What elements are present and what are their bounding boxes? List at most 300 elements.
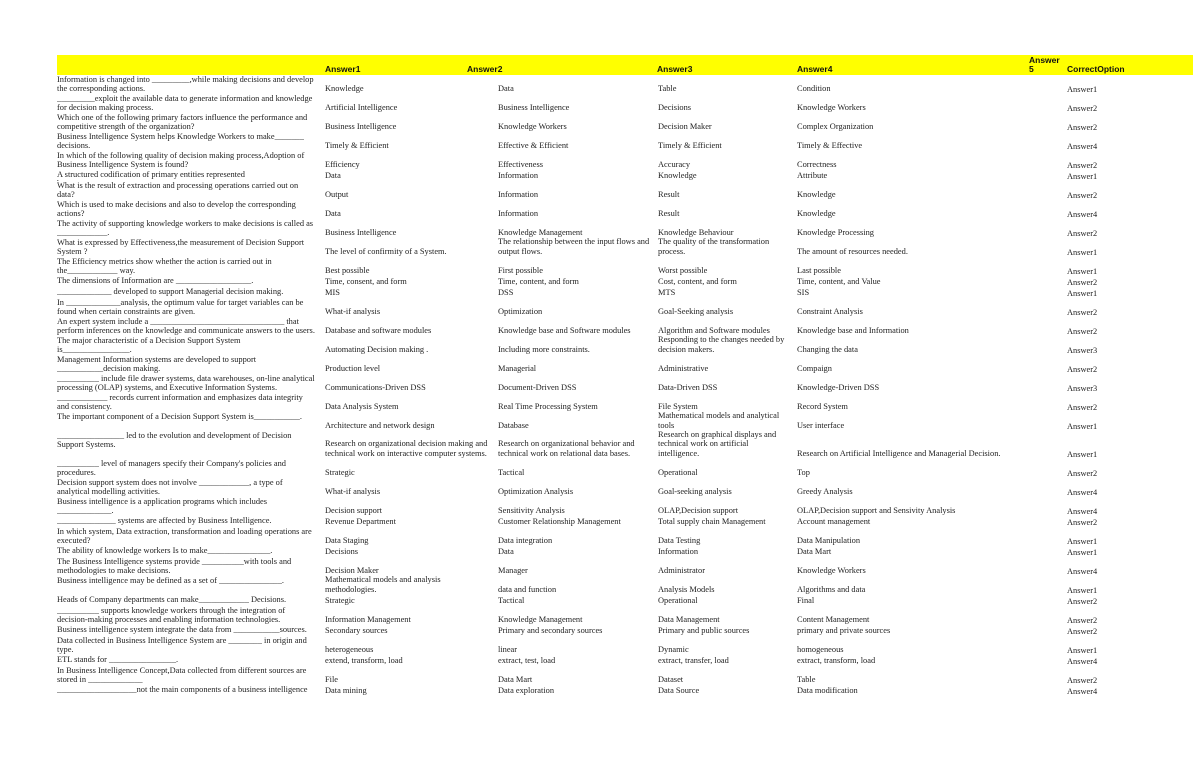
question-cell[interactable]: [57, 685, 315, 696]
answer2-cell[interactable]: [498, 219, 650, 238]
answer3-cell[interactable]: [658, 516, 790, 527]
answer1-cell[interactable]: [325, 181, 490, 200]
answer2-cell[interactable]: [498, 516, 650, 527]
correct-option-cell[interactable]: [1067, 355, 1157, 374]
correct-option-cell[interactable]: [1067, 516, 1157, 527]
answer2-cell[interactable]: [498, 497, 650, 516]
table-row: [57, 238, 1193, 257]
answer3-cell[interactable]: [658, 317, 790, 336]
question-cell[interactable]: [57, 75, 315, 94]
header-answer3[interactable]: Answer3: [657, 64, 693, 74]
answer2-cell-text: Data: [498, 546, 514, 556]
correct-option-cell[interactable]: [1067, 200, 1157, 219]
question-cell-text: The ability of knowledge workers Is to make_______________.: [57, 546, 273, 555]
answer3-cell-text: File System: [658, 401, 698, 411]
question-cell[interactable]: [57, 170, 315, 181]
question-cell[interactable]: [57, 666, 315, 685]
answer4-cell[interactable]: [797, 606, 1017, 625]
question-cell[interactable]: [57, 151, 315, 170]
answer3-cell[interactable]: [658, 666, 790, 685]
answer2-cell[interactable]: [498, 257, 650, 276]
answer3-cell[interactable]: [658, 219, 790, 238]
question-cell[interactable]: [57, 459, 315, 478]
answer1-cell[interactable]: [325, 595, 490, 606]
table-row: [57, 336, 1193, 355]
answer2-cell[interactable]: [498, 132, 650, 151]
answer1-cell[interactable]: [325, 685, 490, 696]
question-cell[interactable]: [57, 478, 315, 497]
answer4-cell-text: Knowledge: [797, 189, 836, 199]
correct-option-cell[interactable]: [1067, 625, 1157, 636]
question-cell-text: The major characteristic of a Decision Support System is________________.: [57, 336, 241, 355]
answer4-cell[interactable]: [797, 516, 1017, 527]
answer1-cell[interactable]: [325, 298, 490, 317]
answer3-cell[interactable]: [658, 181, 790, 200]
answer1-cell[interactable]: [325, 636, 490, 655]
answer3-cell[interactable]: [658, 636, 790, 655]
answer4-cell[interactable]: [797, 317, 1017, 336]
answer4-cell-text: Top: [797, 467, 810, 477]
answer4-cell[interactable]: [797, 298, 1017, 317]
correct-option-cell-text: Answer1: [1067, 421, 1098, 431]
answer3-cell[interactable]: [658, 527, 790, 546]
correct-option-cell-text: Answer1: [1067, 449, 1098, 459]
answer1-cell-text: Best possible: [325, 265, 370, 275]
answer4-cell[interactable]: [797, 595, 1017, 606]
correct-option-cell[interactable]: [1067, 459, 1157, 478]
answer4-cell[interactable]: [797, 132, 1017, 151]
correct-option-cell[interactable]: [1067, 497, 1157, 516]
question-cell-text: In which of the following quality of decision making process,Adoption of Business Intelligence System is found?: [57, 151, 305, 170]
question-cell[interactable]: [57, 355, 315, 374]
answer3-cell[interactable]: [658, 431, 790, 459]
answer3-cell[interactable]: [658, 336, 790, 355]
answer4-cell[interactable]: [797, 257, 1017, 276]
question-cell[interactable]: [57, 516, 315, 527]
question-cell[interactable]: [57, 576, 315, 595]
correct-option-cell[interactable]: [1067, 181, 1157, 200]
answer2-cell[interactable]: [498, 181, 650, 200]
answer3-cell-text: Administrative: [658, 363, 709, 373]
correct-option-cell[interactable]: [1067, 393, 1157, 412]
correct-option-cell[interactable]: [1067, 431, 1157, 459]
correct-option-cell[interactable]: [1067, 685, 1157, 696]
answer3-cell[interactable]: [658, 497, 790, 516]
table-row: [57, 666, 1193, 685]
correct-option-cell[interactable]: [1067, 478, 1157, 497]
header-answer2[interactable]: Answer2: [467, 64, 503, 74]
answer2-cell[interactable]: [498, 527, 650, 546]
question-cell[interactable]: [57, 546, 315, 557]
correct-option-cell[interactable]: [1067, 576, 1157, 595]
answer4-cell[interactable]: [797, 478, 1017, 497]
question-cell[interactable]: [57, 336, 315, 355]
question-cell[interactable]: [57, 317, 315, 336]
answer4-cell-text: Correctness: [797, 159, 837, 169]
answer3-cell[interactable]: [658, 238, 790, 257]
correct-option-cell-text: Answer2: [1067, 468, 1098, 478]
answer4-cell[interactable]: [797, 219, 1017, 238]
answer2-cell[interactable]: [498, 595, 650, 606]
answer4-cell[interactable]: [797, 287, 1017, 298]
question-cell[interactable]: [57, 298, 315, 317]
answer4-cell[interactable]: [797, 636, 1017, 655]
correct-option-cell[interactable]: [1067, 113, 1157, 132]
answer1-cell[interactable]: [325, 459, 490, 478]
correct-option-cell[interactable]: [1067, 170, 1157, 181]
answer4-cell-text: Last possible: [797, 265, 841, 275]
answer1-cell[interactable]: [325, 412, 490, 431]
answer3-cell[interactable]: [658, 606, 790, 625]
answer2-cell[interactable]: [498, 298, 650, 317]
question-cell[interactable]: [57, 497, 315, 516]
correct-option-cell[interactable]: [1067, 636, 1157, 655]
answer2-cell[interactable]: [498, 478, 650, 497]
answer3-cell-text: Operational: [658, 595, 698, 605]
answer2-cell[interactable]: [498, 459, 650, 478]
answer2-cell[interactable]: [498, 317, 650, 336]
answer4-cell[interactable]: [797, 355, 1017, 374]
answer4-cell[interactable]: [797, 336, 1017, 355]
answer3-cell[interactable]: [658, 393, 790, 412]
answer1-cell[interactable]: [325, 200, 490, 219]
answer3-cell[interactable]: [658, 200, 790, 219]
table-row: [57, 170, 1193, 181]
answer3-cell[interactable]: [658, 113, 790, 132]
answer4-cell[interactable]: [797, 576, 1017, 595]
answer4-cell-text: Attribute: [797, 170, 828, 180]
answer3-cell-text: Worst possible: [658, 265, 708, 275]
answer2-cell[interactable]: [498, 546, 650, 557]
answer4-cell-text: extract, transform, load: [797, 655, 876, 665]
answer1-cell[interactable]: [325, 666, 490, 685]
table-body: [57, 75, 1193, 696]
answer3-cell[interactable]: [658, 576, 790, 595]
answer3-cell[interactable]: [658, 151, 790, 170]
answer1-cell[interactable]: [325, 219, 490, 238]
table-row: [57, 287, 1193, 298]
answer2-cell[interactable]: [498, 412, 650, 431]
answer4-cell[interactable]: [797, 655, 1017, 666]
question-cell[interactable]: [57, 595, 315, 606]
answer1-cell[interactable]: [325, 497, 490, 516]
answer2-cell[interactable]: [498, 685, 650, 696]
answer3-cell[interactable]: [658, 459, 790, 478]
answer3-cell[interactable]: [658, 595, 790, 606]
answer1-cell-text: Database and software modules: [325, 325, 432, 335]
question-cell[interactable]: [57, 655, 315, 666]
answer3-cell[interactable]: [658, 374, 790, 393]
answer2-cell-text: Customer Relationship Management: [498, 516, 621, 526]
answer2-cell[interactable]: [498, 276, 650, 287]
answer4-cell[interactable]: [797, 151, 1017, 170]
answer1-cell[interactable]: [325, 527, 490, 546]
question-cell[interactable]: [57, 431, 315, 459]
header-answer1[interactable]: Answer1: [325, 64, 361, 74]
correct-option-cell[interactable]: [1067, 276, 1157, 287]
question-cell[interactable]: [57, 181, 315, 200]
answer1-cell[interactable]: [325, 287, 490, 298]
table-row: [57, 132, 1193, 151]
question-cell[interactable]: [57, 257, 315, 276]
answer2-cell-text: Knowledge base and Software modules: [498, 325, 631, 335]
correct-option-cell[interactable]: [1067, 132, 1157, 151]
answer1-cell[interactable]: [325, 132, 490, 151]
answer3-cell-text: Data Management: [658, 614, 720, 624]
question-cell[interactable]: [57, 636, 315, 655]
answer4-cell-text: Record System: [797, 401, 848, 411]
answer4-cell[interactable]: [797, 431, 1017, 459]
correct-option-cell[interactable]: [1067, 75, 1157, 94]
answer2-cell[interactable]: [498, 374, 650, 393]
answer1-cell-text: Information Management: [325, 614, 411, 624]
answer4-cell-text: Greedy Analysis: [797, 486, 853, 496]
answer4-cell[interactable]: [797, 181, 1017, 200]
answer3-cell[interactable]: [658, 257, 790, 276]
answer2-cell[interactable]: [498, 336, 650, 355]
table-row: [57, 151, 1193, 170]
answer1-cell[interactable]: [325, 336, 490, 355]
answer1-cell[interactable]: [325, 170, 490, 181]
answer3-cell[interactable]: [658, 287, 790, 298]
answer1-cell[interactable]: [325, 625, 490, 636]
answer2-cell-text: Sensitivity Analysis: [498, 505, 565, 515]
question-cell[interactable]: [57, 132, 315, 151]
correct-option-cell[interactable]: [1067, 317, 1157, 336]
question-cell-text: ___________________not the main components of a business intelligence: [57, 685, 308, 694]
answer2-cell[interactable]: [498, 606, 650, 625]
answer4-cell[interactable]: [797, 393, 1017, 412]
correct-option-cell[interactable]: [1067, 257, 1157, 276]
question-cell[interactable]: [57, 557, 315, 576]
answer2-cell[interactable]: [498, 431, 650, 459]
answer2-cell[interactable]: [498, 393, 650, 412]
answer3-cell[interactable]: [658, 132, 790, 151]
answer4-cell[interactable]: [797, 666, 1017, 685]
answer3-cell[interactable]: [658, 298, 790, 317]
answer4-cell[interactable]: [797, 113, 1017, 132]
answer3-cell-text: Data Source: [658, 685, 700, 695]
answer2-cell-text: extract, test, load: [498, 655, 556, 665]
answer1-cell[interactable]: [325, 238, 490, 257]
answer2-cell[interactable]: [498, 170, 650, 181]
correct-option-cell[interactable]: [1067, 287, 1157, 298]
answer4-cell[interactable]: [797, 412, 1017, 431]
answer2-cell[interactable]: [498, 151, 650, 170]
table-row: [57, 527, 1193, 546]
answer4-cell[interactable]: [797, 200, 1017, 219]
question-cell[interactable]: [57, 374, 315, 393]
question-cell-text: Data collected in Business Intelligence System are ________ in origin and type.: [57, 636, 307, 655]
answer4-cell[interactable]: [797, 557, 1017, 576]
correct-option-cell-text: Answer1: [1067, 84, 1098, 94]
table-row: [57, 636, 1193, 655]
answer2-cell-text: Managerial: [498, 363, 537, 373]
answer1-cell[interactable]: [325, 374, 490, 393]
answer2-cell[interactable]: [498, 200, 650, 219]
correct-option-cell[interactable]: [1067, 595, 1157, 606]
table-row: [57, 298, 1193, 317]
answer3-cell[interactable]: [658, 75, 790, 94]
answer1-cell-text: What-if analysis: [325, 486, 381, 496]
answer3-cell[interactable]: [658, 355, 790, 374]
answer2-cell-text: Effectiveness: [498, 159, 543, 169]
answer1-cell[interactable]: [325, 276, 490, 287]
answer4-cell[interactable]: [797, 459, 1017, 478]
answer3-cell[interactable]: [658, 276, 790, 287]
answer1-cell-text: Output: [325, 189, 349, 199]
answer1-cell[interactable]: [325, 606, 490, 625]
question-cell-text: The Business Intelligence systems provide __________with tools and methodologies to make decisions.: [57, 557, 292, 576]
answer1-cell[interactable]: [325, 546, 490, 557]
answer3-cell[interactable]: [658, 170, 790, 181]
answer1-cell[interactable]: [325, 75, 490, 94]
question-cell[interactable]: [57, 527, 315, 546]
question-cell[interactable]: [57, 94, 315, 113]
answer4-cell[interactable]: [797, 238, 1017, 257]
answer4-cell[interactable]: [797, 546, 1017, 557]
correct-option-cell-text: Answer2: [1067, 626, 1098, 636]
correct-option-cell[interactable]: [1067, 546, 1157, 557]
answer2-cell[interactable]: [498, 557, 650, 576]
correct-option-cell[interactable]: [1067, 298, 1157, 317]
correct-option-cell[interactable]: [1067, 219, 1157, 238]
answer2-cell-text: The relationship between the input flows and output flows.: [498, 238, 650, 256]
answer4-cell-text: The amount of resources needed.: [797, 246, 908, 256]
header-answer4[interactable]: Answer4: [797, 64, 833, 74]
correct-option-cell[interactable]: [1067, 238, 1157, 257]
answer2-cell[interactable]: [498, 113, 650, 132]
answer3-cell[interactable]: [658, 412, 790, 431]
answer4-cell[interactable]: [797, 170, 1017, 181]
answer3-cell-text: Result: [658, 208, 680, 218]
answer2-cell[interactable]: [498, 287, 650, 298]
question-cell-text: In Business Intelligence Concept,Data collected from different sources are stored in _____________: [57, 666, 307, 685]
answer1-cell[interactable]: [325, 94, 490, 113]
answer2-cell[interactable]: [498, 576, 650, 595]
header-answer5[interactable]: Answer: [1029, 55, 1060, 65]
answer4-cell[interactable]: [797, 75, 1017, 94]
answer3-cell[interactable]: [658, 685, 790, 696]
answer2-cell[interactable]: [498, 355, 650, 374]
answer4-cell[interactable]: [797, 625, 1017, 636]
answer4-cell[interactable]: [797, 527, 1017, 546]
question-cell[interactable]: [57, 238, 315, 257]
answer3-cell-text: Analysis Models: [658, 584, 715, 594]
correct-option-cell[interactable]: [1067, 666, 1157, 685]
correct-option-cell-text: Answer1: [1067, 536, 1098, 546]
answer1-cell[interactable]: [325, 151, 490, 170]
question-cell[interactable]: [57, 625, 315, 636]
answer4-cell[interactable]: [797, 374, 1017, 393]
correct-option-cell[interactable]: [1067, 557, 1157, 576]
answer4-cell-text: homogeneous: [797, 644, 844, 654]
correct-option-cell[interactable]: [1067, 655, 1157, 666]
correct-option-cell[interactable]: [1067, 606, 1157, 625]
correct-option-cell[interactable]: [1067, 527, 1157, 546]
question-cell[interactable]: [57, 219, 315, 238]
answer4-cell[interactable]: [797, 276, 1017, 287]
answer3-cell-text: Data Testing: [658, 535, 701, 545]
spreadsheet: [57, 55, 1193, 696]
answer2-cell-text: Business Intelligence: [498, 102, 570, 112]
question-cell[interactable]: [57, 276, 315, 287]
question-cell[interactable]: [57, 287, 315, 298]
answer3-cell[interactable]: [658, 625, 790, 636]
answer1-cell[interactable]: [325, 478, 490, 497]
answer3-cell[interactable]: [658, 94, 790, 113]
answer3-cell[interactable]: [658, 557, 790, 576]
answer1-cell[interactable]: [325, 257, 490, 276]
correct-option-cell-text: Answer2: [1067, 364, 1098, 374]
question-cell-text: Management Information systems are developed to support ___________decision making.: [57, 355, 257, 374]
answer3-cell[interactable]: [658, 546, 790, 557]
correct-option-cell[interactable]: [1067, 151, 1157, 170]
answer2-cell[interactable]: [498, 666, 650, 685]
answer4-cell[interactable]: [797, 497, 1017, 516]
answer4-cell[interactable]: [797, 94, 1017, 113]
answer4-cell-text: primary and private sources: [797, 625, 891, 635]
table-row: [57, 606, 1193, 625]
question-cell[interactable]: [57, 412, 315, 431]
answer3-cell-text: Primary and public sources: [658, 625, 750, 635]
correct-option-cell[interactable]: [1067, 374, 1157, 393]
question-cell[interactable]: [57, 393, 315, 412]
table-row: [57, 257, 1193, 276]
answer3-cell[interactable]: [658, 655, 790, 666]
answer1-cell-text: MIS: [325, 287, 340, 297]
answer1-cell[interactable]: [325, 355, 490, 374]
answer2-cell[interactable]: [498, 636, 650, 655]
correct-option-cell[interactable]: [1067, 412, 1157, 431]
correct-option-cell-text: Answer4: [1067, 566, 1098, 576]
table-row: [57, 393, 1193, 412]
answer2-cell[interactable]: [498, 655, 650, 666]
answer3-cell-text: OLAP,Decision support: [658, 505, 739, 515]
answer2-cell[interactable]: [498, 625, 650, 636]
answer3-cell[interactable]: [658, 478, 790, 497]
answer1-cell[interactable]: [325, 576, 490, 595]
answer4-cell-text: Knowledge Processing: [797, 227, 874, 237]
answer1-cell[interactable]: [325, 557, 490, 576]
answer4-cell-text: Timely & Effective: [797, 140, 863, 150]
question-cell[interactable]: [57, 606, 315, 625]
answer1-cell-text: File: [325, 674, 339, 684]
answer2-cell[interactable]: [498, 238, 650, 257]
question-cell[interactable]: [57, 113, 315, 132]
question-cell-text: __________ supports knowledge workers through the integration of decision-making processes and enabling information technologies.: [57, 606, 286, 625]
answer2-cell[interactable]: [498, 75, 650, 94]
answer1-cell[interactable]: [325, 393, 490, 412]
answer3-cell-text: Timely & Efficient: [658, 140, 722, 150]
answer4-cell[interactable]: [797, 685, 1017, 696]
answer1-cell-text: Business Intelligence: [325, 227, 397, 237]
answer2-cell[interactable]: [498, 94, 650, 113]
correct-option-cell-text: Answer2: [1067, 228, 1098, 238]
correct-option-cell-text: Answer2: [1067, 122, 1098, 132]
answer1-cell[interactable]: [325, 516, 490, 527]
header-correct-option[interactable]: CorrectOption: [1067, 64, 1125, 74]
correct-option-cell[interactable]: [1067, 336, 1157, 355]
answer1-cell-text: Timely & Efficient: [325, 140, 389, 150]
correct-option-cell[interactable]: [1067, 94, 1157, 113]
answer1-cell[interactable]: [325, 113, 490, 132]
answer3-cell-text: Algorithm and Software modules: [658, 325, 770, 335]
answer1-cell[interactable]: [325, 431, 490, 459]
question-cell[interactable]: [57, 200, 315, 219]
answer1-cell[interactable]: [325, 317, 490, 336]
answer1-cell[interactable]: [325, 655, 490, 666]
